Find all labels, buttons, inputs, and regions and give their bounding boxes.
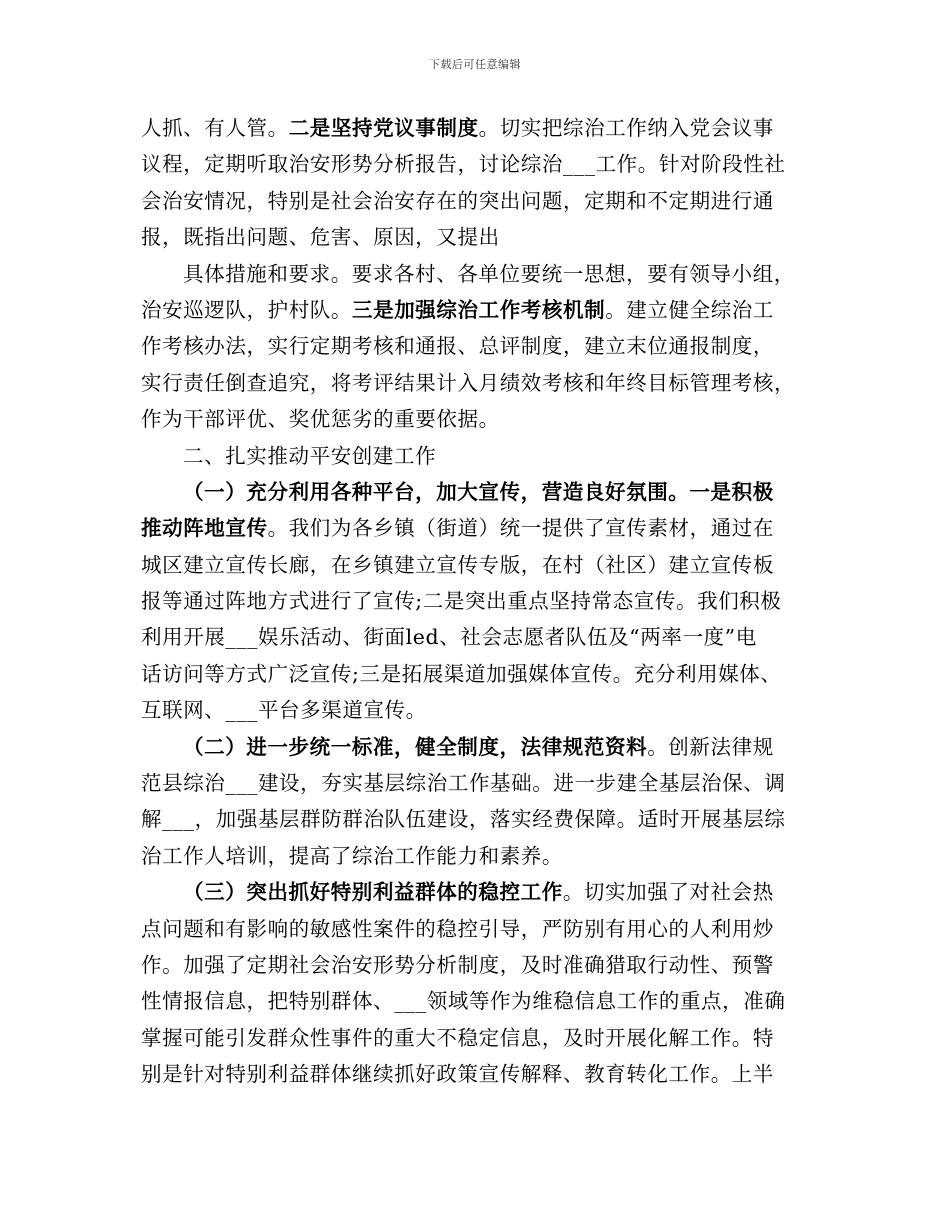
text-line	[141, 619, 813, 655]
text-line	[141, 656, 813, 692]
text-segment: 利用开展___娱乐活动、街面led、社会志愿者队伍及“两率一度”电	[141, 625, 757, 650]
text-segment: 。切实加强了对社会热	[562, 880, 774, 905]
bold-text-segment: （二）进一步统一标准，健全制度，法律规范资料	[183, 734, 648, 759]
text-segment: 城区建立宣传长廊，在乡镇建立宣传专版，在村（社区）建立宣传板	[141, 552, 774, 577]
text-line	[141, 983, 813, 1019]
text-segment: 二、扎实推动平安创建工作	[183, 443, 437, 468]
text-line	[141, 146, 813, 182]
text-line	[141, 256, 813, 292]
text-segment: 。建立健全综治工	[605, 297, 775, 322]
text-segment: 报，既指出问题、危害、原因，又提出	[141, 225, 500, 250]
text-segment: 人抓、有人管。	[141, 116, 289, 140]
text-line	[141, 911, 813, 947]
text-segment: 作。加强了定期社会治安形势分析制度，及时准确猎取行动性、预警	[141, 952, 774, 977]
text-line	[141, 583, 813, 619]
bold-text-segment: （三）突出抓好特别利益群体的稳控工作	[183, 880, 563, 905]
text-line	[141, 547, 813, 583]
text-segment: 掌握可能引发群众性事件的重大不稳定信息，及时开展化解工作。特	[141, 1025, 774, 1050]
text-segment: 作为干部评优、奖优惩劣的重要依据。	[141, 407, 500, 432]
text-line	[141, 765, 813, 801]
bold-text-segment: （一）充分利用各种平台，加大宣传，营造良好氛围。一是积极	[183, 479, 774, 504]
text-line	[141, 510, 813, 546]
bold-text-segment: 三是加强综治工作考核机制	[352, 297, 606, 322]
text-line	[141, 401, 813, 437]
text-segment: 实行责任倒查追究，将考评结果计入月绩效考核和年终目标管理考核，	[141, 370, 796, 395]
text-segment: 治工作人培训，提高了综治工作能力和素养。	[141, 843, 563, 868]
text-segment: 性情报信息，把特别群体、___领域等作为维稳信息工作的重点，准确	[141, 989, 786, 1014]
text-line	[141, 292, 813, 328]
page-header-note: 下载后可任意编辑	[429, 58, 521, 71]
text-line	[141, 365, 813, 401]
bold-text-segment: 推动阵地宣传	[141, 516, 268, 541]
text-line	[141, 474, 813, 510]
text-line	[141, 692, 813, 728]
text-segment: 治安巡逻队，护村队。	[141, 297, 352, 322]
text-segment: 报等通过阵地方式进行了宣传;二是突出重点坚持常态宣传。我们积极	[141, 589, 782, 614]
text-line	[141, 1056, 813, 1092]
text-segment: 话访问等方式广泛宣传;三是拓展渠道加强媒体宣传。充分利用媒体、	[141, 661, 782, 686]
text-line	[141, 219, 813, 255]
text-line	[141, 1020, 813, 1056]
text-segment: 解___，加强基层群防群治队伍建设，落实经费保障。适时开展基层综	[141, 807, 786, 832]
text-line	[141, 183, 813, 219]
text-line	[141, 801, 813, 837]
text-line	[141, 729, 813, 765]
text-segment: 。切实把综治工作纳入党会议事	[478, 116, 775, 140]
text-line	[141, 328, 813, 364]
text-line	[141, 947, 813, 983]
text-segment: 。我们为各乡镇（街道）统一提供了宣传素材，通过在	[267, 516, 775, 541]
text-segment: 互联网、___平台多渠道宣传。	[141, 698, 427, 723]
text-segment: 具体措施和要求。要求各村、各单位要统一思想，要有领导小组，	[183, 261, 795, 286]
text-line	[141, 838, 813, 874]
text-line	[141, 110, 813, 146]
text-segment: 会治安情况，特别是社会治安存在的突出问题，定期和不定期进行通	[141, 188, 774, 213]
text-segment: 别是针对特别利益群体继续抓好政策宣传解释、教育转化工作。上半	[141, 1062, 774, 1087]
text-segment: 议程，定期听取治安形势分析报告，讨论综治___工作。针对阶段性社	[141, 152, 786, 177]
text-segment: 范县综治___建设，夯实基层综治工作基础。进一步建全基层治保、调	[141, 771, 786, 796]
text-line	[141, 438, 813, 474]
text-segment: 。创新法律规	[647, 734, 774, 759]
text-line	[141, 874, 813, 910]
text-segment: 点问题和有影响的敏感性案件的稳控引导，严防别有用心的人利用炒	[141, 916, 774, 941]
text-segment: 作考核办法，实行定期考核和通报、总评制度，建立末位通报制度，	[141, 334, 774, 359]
bold-text-segment: 二是坚持党议事制度	[288, 116, 479, 140]
document-body	[141, 110, 813, 1093]
